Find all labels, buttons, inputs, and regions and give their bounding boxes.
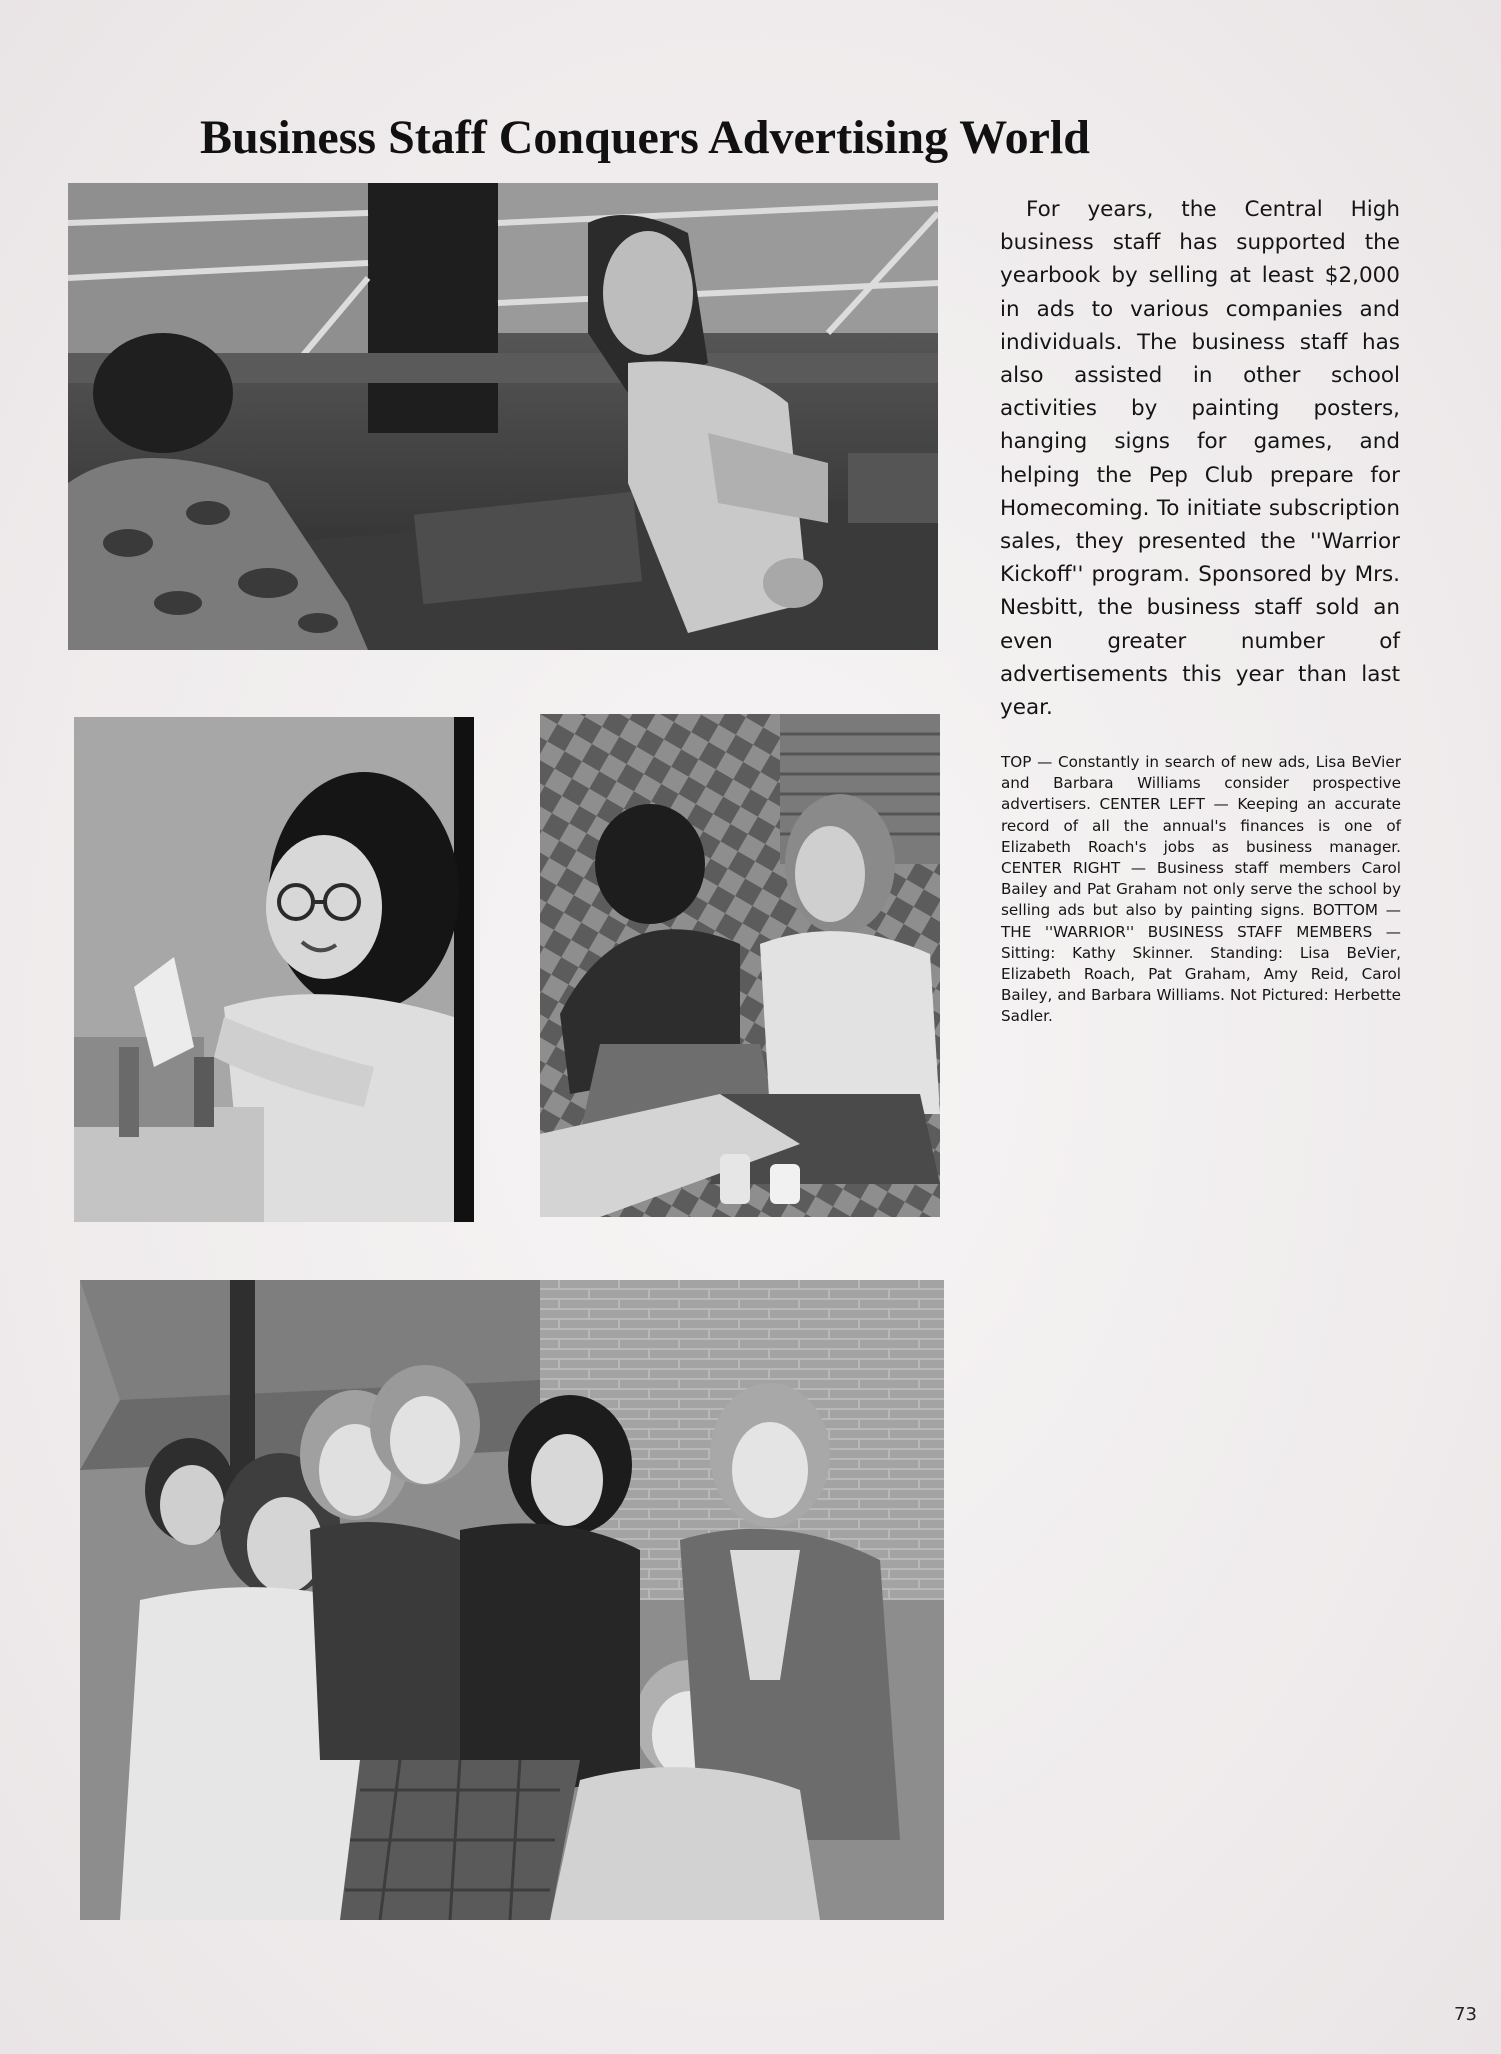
photo-center-right-image [540, 714, 940, 1217]
photo-top-image [68, 183, 938, 650]
photo-bottom [80, 1280, 944, 1920]
photo-center-left-image [74, 717, 474, 1222]
photo-center-right [540, 714, 940, 1217]
photo-top [68, 183, 938, 650]
article-body: For years, the Central High business staff has supported the yearbook by selling at least $2,000 in ads to various companies and individuals. The business staff has also assisted in other school activities by painting posters, hanging signs for games, and helping the Pep Club prepare for Homecoming. To initiate subscription sales, they presented the ''Warrior Kickoff'' program. Sponsored by Mrs. Nesbitt, the business staff sold an even greater number of advertisements this year than last year. [1000, 197, 1400, 721]
page-number: 73 [1454, 2004, 1477, 2025]
photo-bottom-image [80, 1280, 944, 1920]
page-title: Business Staff Conquers Advertising World [200, 111, 1090, 164]
photo-center-left [74, 717, 474, 1222]
photo-caption: TOP — Constantly in search of new ads, Lisa BeVier and Barbara Williams consider prospective advertisers. CENTER LEFT — Keeping an accurate record of all the annual's finances is one of Elizabeth Roach's jobs as business manager. CENTER RIGHT — Business staff members Carol Bailey and Pat Graham not only serve the school by selling ads but also by painting signs. BOTTOM — THE ''WARRIOR'' BUSINESS STAFF MEMBERS — Sitting: Kathy Skinner. Standing: Lisa BeVier, Elizabeth Roach, Pat Graham, Amy Reid, Carol Bailey, and Barbara Williams. Not Pictured: Herbette Sadler. [1001, 753, 1401, 1026]
